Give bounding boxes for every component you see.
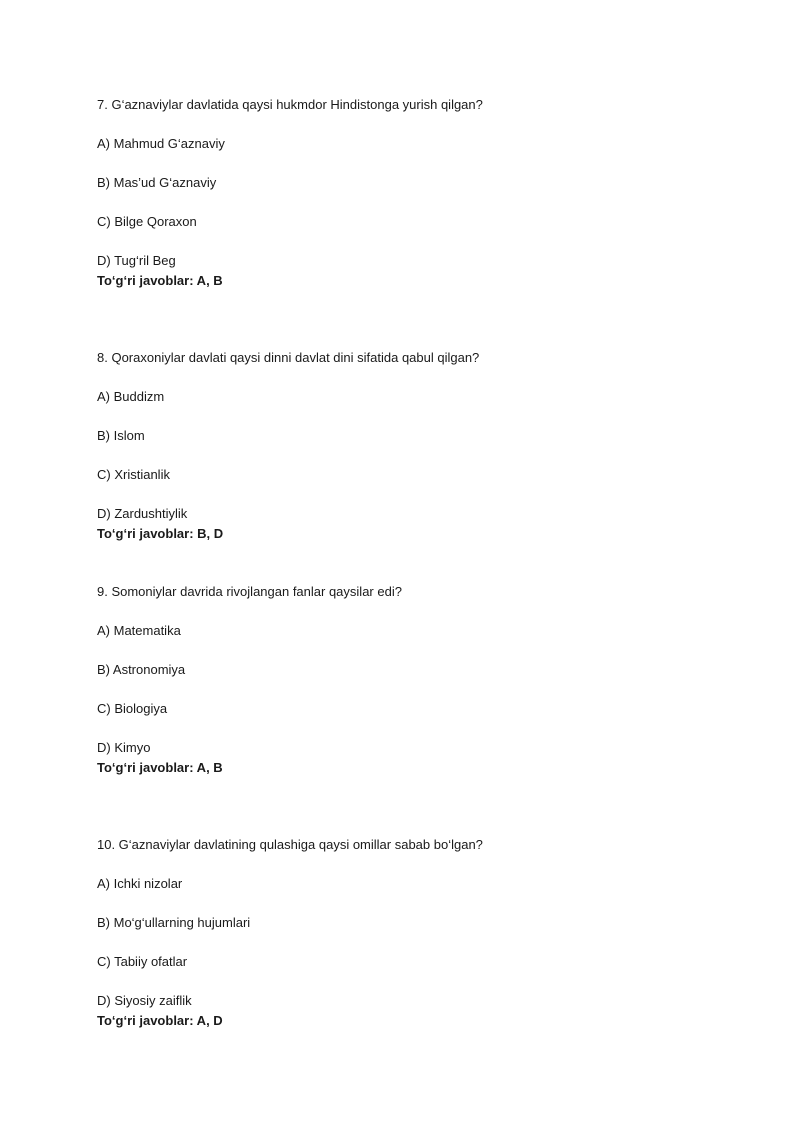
question-9-option-c: C) Biologiya [97,701,168,716]
question-8-option-d: D) Zardushtiylik [97,506,188,521]
question-9-option-d: D) Kimyo [97,740,151,755]
question-8-text: 8. Qoraxoniylar davlati qaysi dinni davlat dini sifatida qabul qilgan? [97,350,480,365]
question-10-text: 10. G‘aznaviylar davlatining qulashiga qaysi omillar sabab bo‘lgan? [97,837,483,852]
question-8-option-a: A) Buddizm [97,389,165,404]
question-9-option-b: B) Astronomiya [97,662,186,677]
question-9-option-a: A) Matematika [97,623,181,638]
question-10-answer: To‘g‘ri javoblar: A, D [97,1013,223,1028]
question-8-option-c: C) Xristianlik [97,467,170,482]
question-7-answer: To‘g‘ri javoblar: A, B [97,273,223,288]
question-7-option-d: D) Tug‘ril Beg [97,253,176,268]
question-7-text: 7. G‘aznaviylar davlatida qaysi hukmdor Hindistonga yurish qilgan? [97,97,483,112]
question-7-option-c: C) Bilge Qoraxon [97,214,197,229]
question-9-text: 9. Somoniylar davrida rivojlangan fanlar qaysilar edi? [97,584,402,599]
question-10-option-a: A) Ichki nizolar [97,876,183,891]
question-8-answer: To‘g‘ri javoblar: B, D [97,526,224,541]
question-9-answer: To‘g‘ri javoblar: A, B [97,760,223,775]
question-10-option-c: C) Tabiiy ofatlar [97,954,188,969]
question-7-option-b: B) Mas’ud G‘aznaviy [97,175,217,190]
question-10-option-b: B) Mo‘g‘ullarning hujumlari [97,915,251,930]
question-7-option-a: A) Mahmud G‘aznaviy [97,136,225,151]
question-10-option-d: D) Siyosiy zaiflik [97,993,192,1008]
question-8-option-b: B) Islom [97,428,145,443]
